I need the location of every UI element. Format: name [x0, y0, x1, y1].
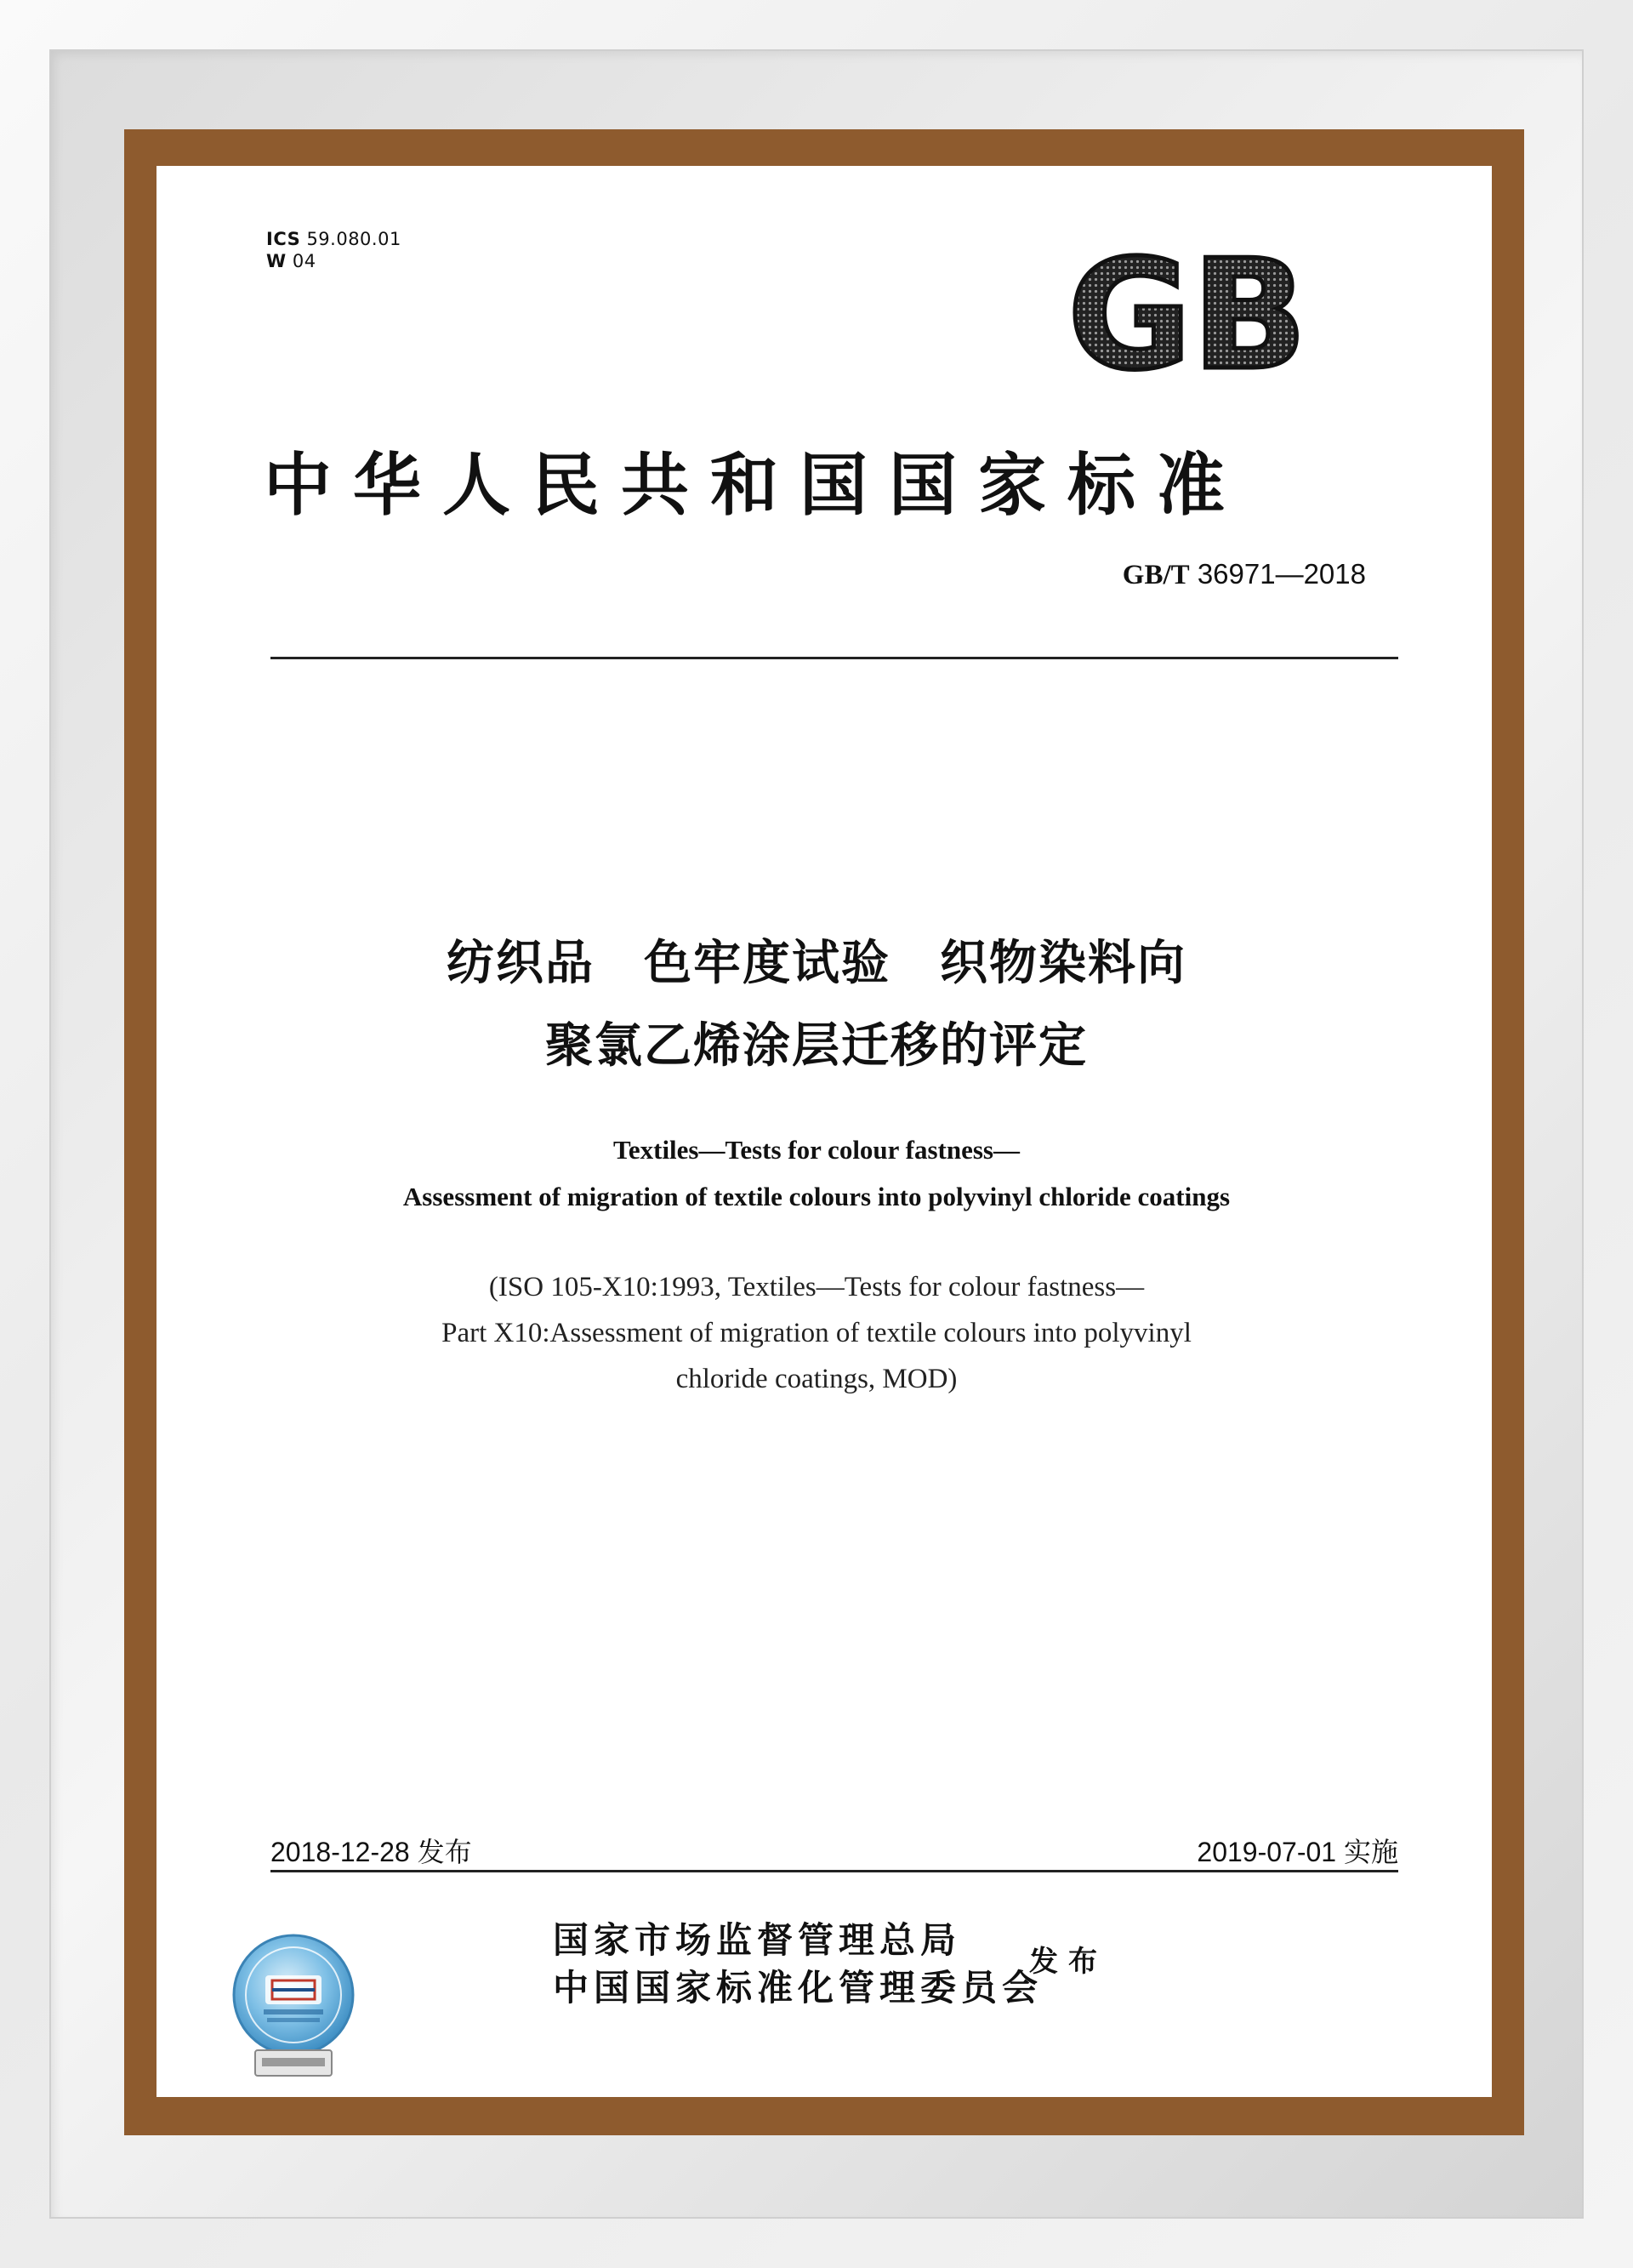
iso-reference-line2: Part X10:Assessment of migration of textile colours into polyvinyl [441, 1318, 1192, 1348]
issuer-line2: 中国国家标准化管理委员会 [553, 1967, 1044, 2009]
w-line: W 04 [266, 251, 316, 271]
divider-bottom [270, 1870, 1398, 1872]
publish-label: 发布 [1029, 1945, 1107, 1979]
page-title: 中华人民共和国国家标准 [264, 445, 1246, 525]
implementation-date: 2019-07-01 实施 [1197, 1837, 1398, 1867]
standard-number: GB/T 36971—2018 [1122, 558, 1366, 590]
ics-line: ICS 59.080.01 [266, 229, 401, 249]
iso-reference-line1: (ISO 105-X10:1993, Textiles—Tests for colour fastness— [488, 1272, 1145, 1302]
issuer-line1: 国家市场监督管理总局 [553, 1919, 962, 1961]
title-en-line1: Textiles—Tests for colour fastness— [613, 1135, 1020, 1165]
title-cn-line2: 聚氯乙烯涂层迁移的评定 [545, 1018, 1088, 1074]
issue-date: 2018-12-28 发布 [270, 1837, 472, 1867]
anti-counterfeit-seal-icon [230, 1931, 357, 2080]
divider-top [270, 657, 1398, 659]
title-en-line2: Assessment of migration of textile colours into polyvinyl chloride coatings [402, 1182, 1231, 1211]
gb-logo [1051, 247, 1323, 383]
title-cn-line1: 纺织品 色牢度试验 织物染料向 [447, 936, 1186, 991]
classification-block [266, 228, 401, 272]
gb-logo-text: GB [1067, 247, 1307, 383]
iso-reference-line3: chloride coatings, MOD) [675, 1364, 958, 1394]
